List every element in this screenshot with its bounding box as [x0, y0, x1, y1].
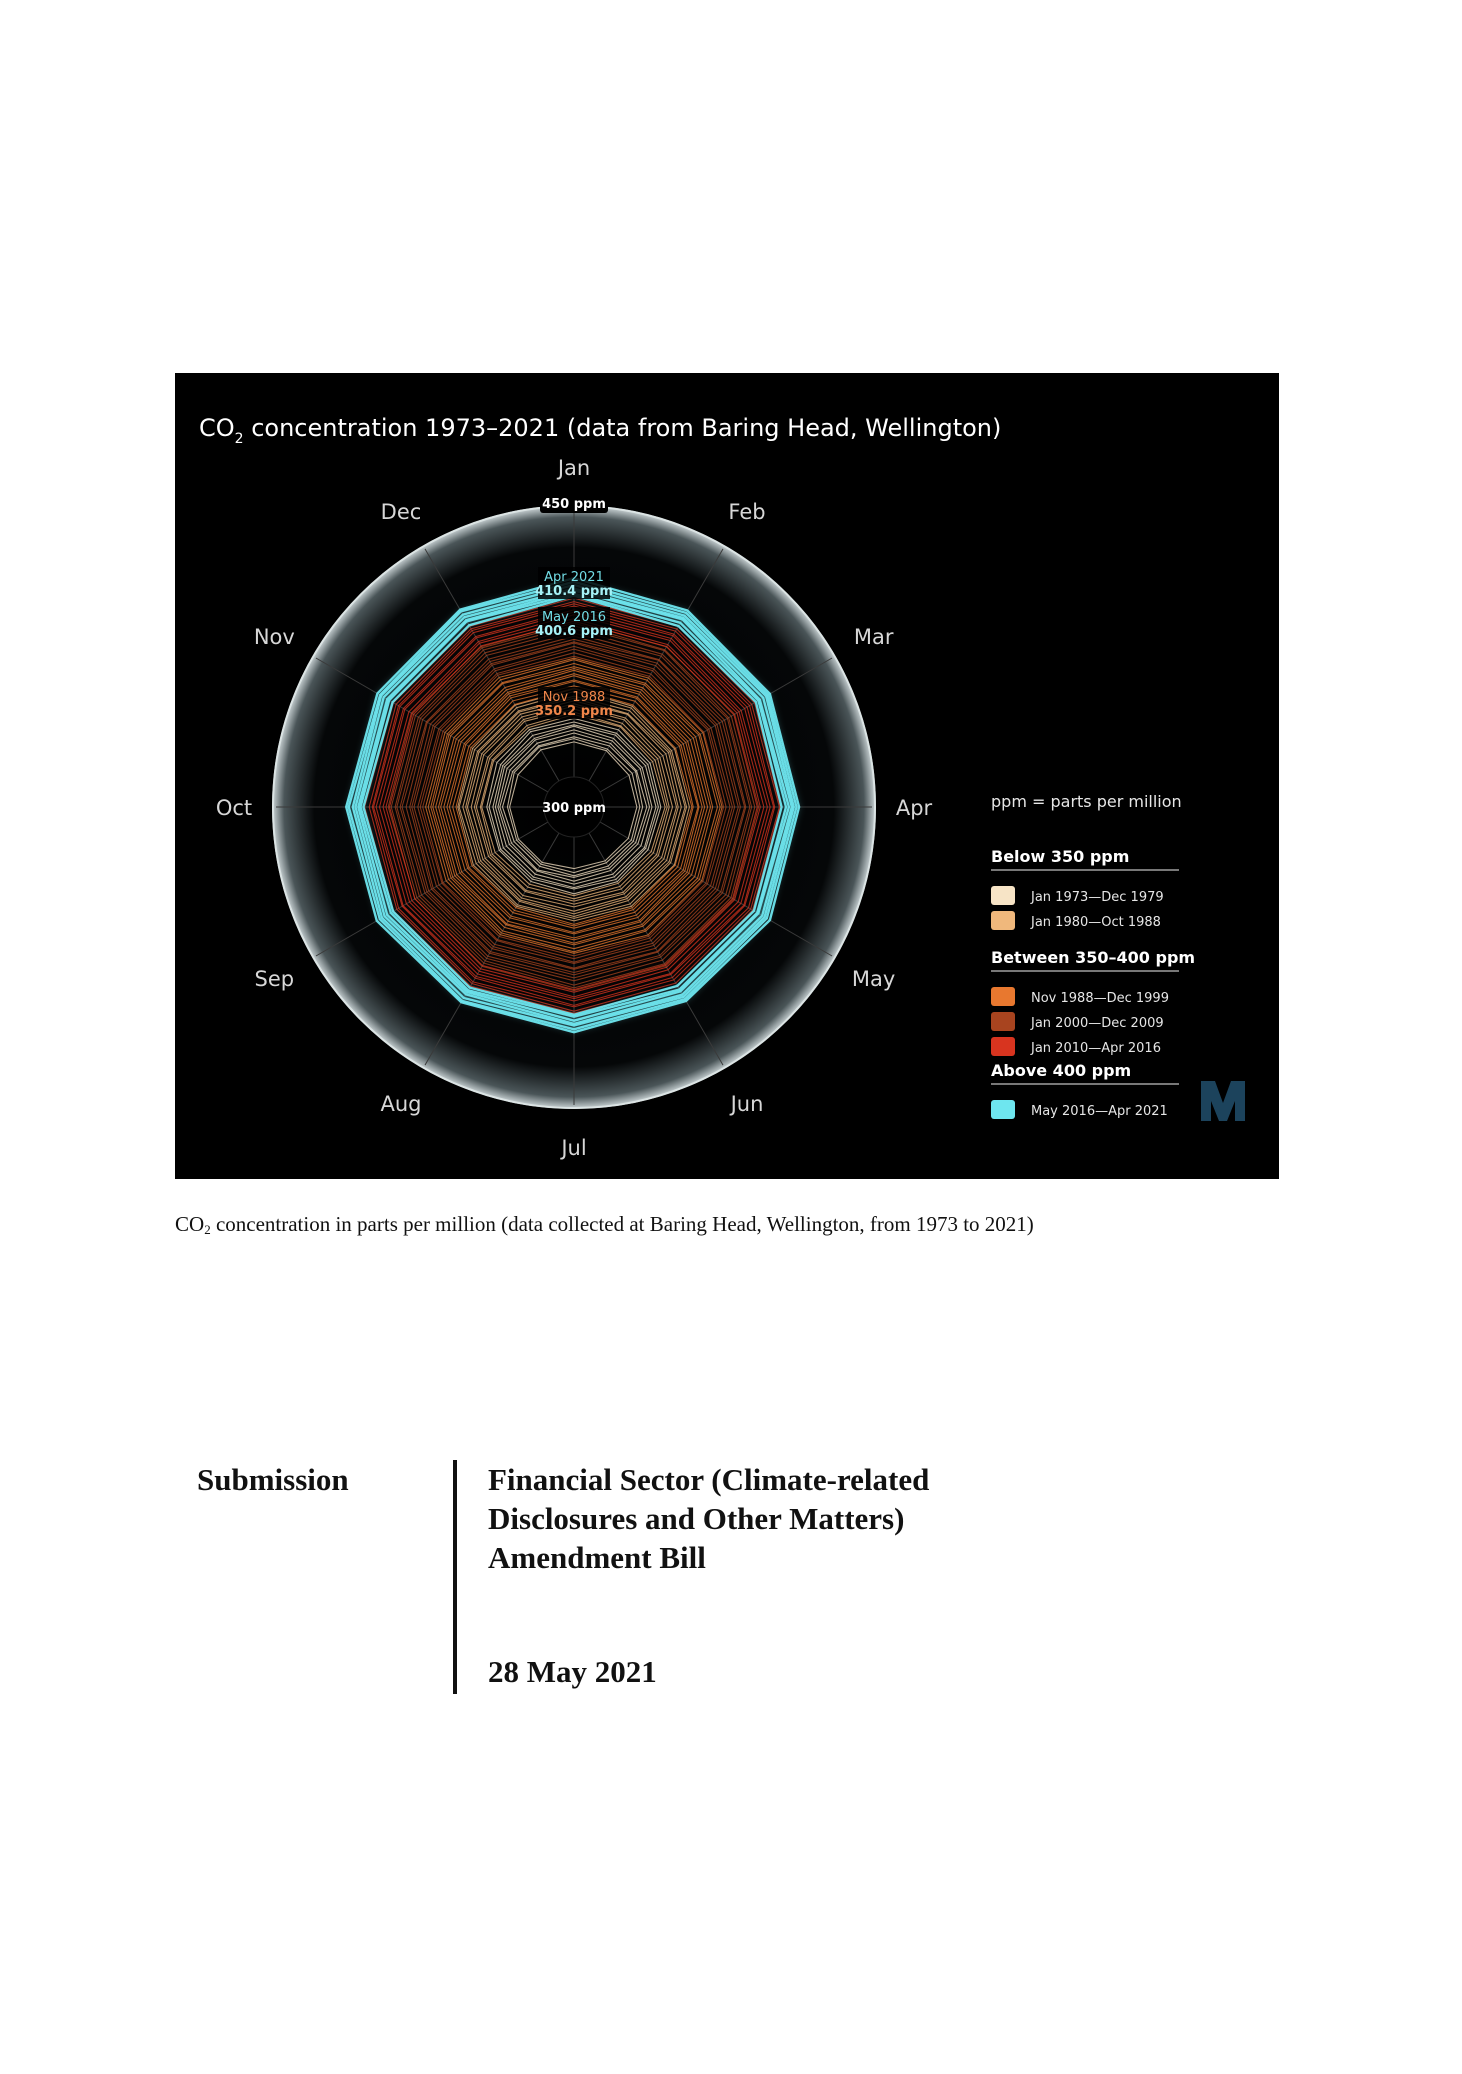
outer-label: 450 ppm	[542, 497, 606, 512]
legend-item-label: Jan 2000—Dec 2009	[1031, 1016, 1164, 1031]
annotation-value: 350.2 ppm	[535, 704, 613, 719]
month-label: Feb	[728, 499, 766, 524]
figure-caption	[175, 1212, 1034, 1238]
legend-item-label: Jan 2010—Apr 2016	[1031, 1041, 1161, 1056]
chart-title-suffix: concentration 1973–2021 (data from Baring Head, Wellington)	[243, 414, 1002, 442]
bill-title-line: Amendment Bill	[488, 1540, 706, 1575]
month-label: Jun	[730, 1092, 764, 1117]
month-label: Mar	[853, 625, 894, 649]
chart-title-subscript: 2	[234, 431, 244, 447]
legend-swatch	[991, 1100, 1015, 1119]
annotation-value: 400.6 ppm	[535, 624, 613, 639]
legend-swatch	[991, 987, 1015, 1006]
caption-subscript: 2	[204, 1222, 211, 1237]
month-label: Oct	[215, 796, 253, 820]
bill-title-line: Financial Sector (Climate-related	[488, 1462, 930, 1497]
bill-title	[488, 1460, 1048, 1577]
chart-title-prefix: CO	[199, 414, 235, 442]
legend-item-label: Jan 1980—Oct 1988	[1031, 915, 1161, 930]
bill-title-line: Disclosures and Other Matters)	[488, 1501, 905, 1536]
chart-canvas	[175, 373, 1279, 1179]
legend-swatch	[991, 1037, 1015, 1056]
month-label: Apr	[895, 796, 933, 820]
annotation-date: May 2016	[541, 610, 607, 625]
legend-swatch	[991, 886, 1015, 905]
annotation-date: Nov 1988	[542, 690, 606, 705]
month-label: Jan	[557, 456, 591, 480]
legend-heading: Between 350–400 ppm	[991, 948, 1196, 967]
publisher-logo	[1201, 1081, 1245, 1121]
month-label: May	[851, 967, 896, 991]
chart-title	[199, 414, 1001, 447]
legend-swatch	[991, 1012, 1015, 1031]
month-label: Nov	[253, 625, 295, 649]
legend-item-label: Jan 1973—Dec 1979	[1031, 890, 1164, 905]
annotation-date: Apr 2021	[544, 570, 604, 585]
submission-label: Submission	[197, 1462, 349, 1497]
month-label: Sep	[254, 967, 295, 991]
unit-note: ppm = parts per million	[991, 792, 1182, 811]
month-label: Jul	[561, 1136, 587, 1160]
legend-item-label: Nov 1988—Dec 1999	[1031, 991, 1169, 1006]
legend-item-label: May 2016—Apr 2021	[1031, 1104, 1168, 1119]
legend-swatch	[991, 911, 1015, 930]
legend-heading: Above 400 ppm	[991, 1061, 1132, 1080]
submission-date: 28 May 2021	[488, 1654, 657, 1689]
center-label: 300 ppm	[542, 801, 606, 816]
legend-heading: Below 350 ppm	[991, 847, 1130, 866]
caption-text: concentration in parts per million (data collected at Baring Head, Wellington, from 1973 to 2021)	[210, 1212, 1034, 1236]
annotation-value: 410.4 ppm	[535, 584, 613, 599]
vertical-divider	[453, 1460, 457, 1694]
month-label: Aug	[380, 1092, 422, 1117]
month-label: Dec	[380, 499, 422, 524]
caption-prefix: CO	[175, 1212, 205, 1236]
co2-radial-chart	[175, 373, 1279, 1179]
